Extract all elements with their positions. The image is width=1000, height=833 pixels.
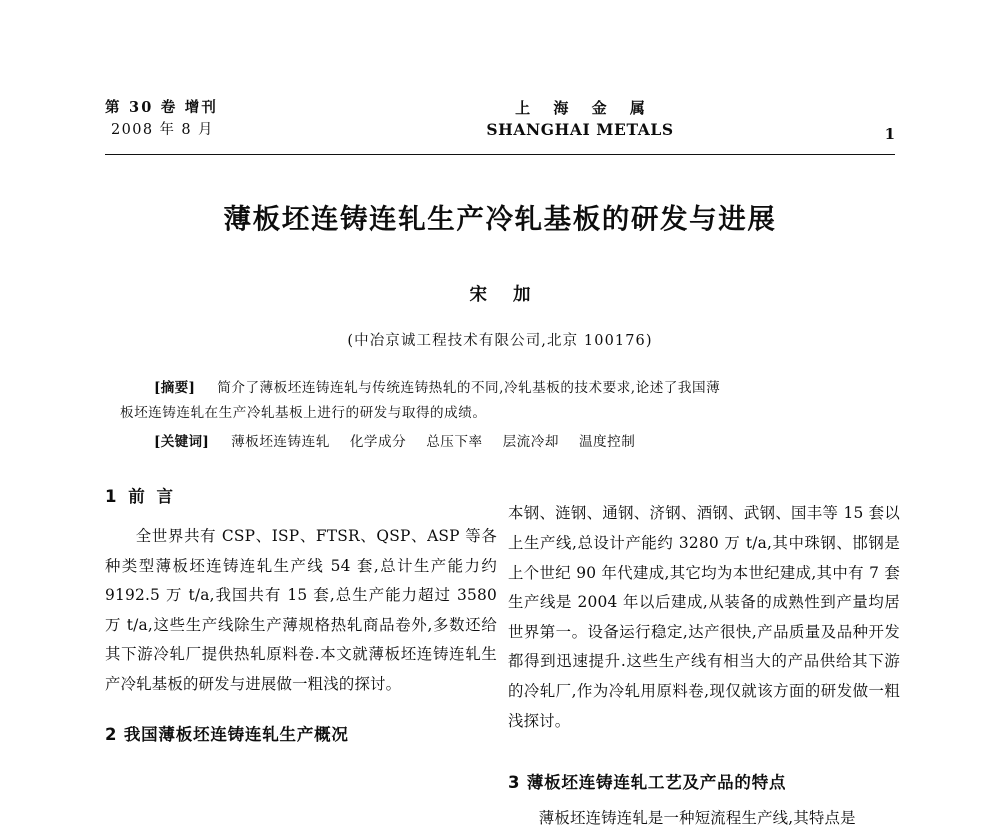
article-title: 薄板坯连铸连轧生产冷轧基板的研发与进展 <box>223 203 777 235</box>
section-3-paragraph: 薄板坯连铸连轧是一种短流程生产线,其特点是 <box>538 808 856 827</box>
spacer <box>105 510 497 522</box>
page-number: 1 <box>884 125 895 143</box>
body-column-right <box>508 484 900 833</box>
spacer <box>508 752 900 770</box>
spacer <box>105 700 497 722</box>
keyword-item: 温度控制 <box>578 434 636 450</box>
keyword-item: 总压下率 <box>426 434 483 450</box>
journal-title-cn: 上 海 金 属 <box>515 99 654 117</box>
keywords-label: [关键词] <box>154 434 210 450</box>
section-1-paragraph: 全世界共有 CSP、ISP、FTSR、QSP、ASP 等各种类型薄板坯连铸连轧生产线 54 套,总计生产能力约 9192.5 万 t/a,我国共有 15 套,总生产能力超过 3580 万 t/a,这些生产线除生产薄规格热轧商品卷外,多数还给其下游冷轧厂提供热轧原料卷.本文就薄板坯连铸连轧生产冷轧基板的研发与进展做一粗浅的探讨。 <box>105 527 497 693</box>
header-divider-rule <box>105 154 895 155</box>
abstract-block <box>120 376 880 455</box>
running-head <box>105 98 895 156</box>
abstract-second-line <box>120 401 880 426</box>
author-affiliation: (中冶京诚工程技术有限公司,北京 100176) <box>347 333 653 349</box>
abstract-first-line <box>120 376 880 401</box>
title-block <box>105 198 895 352</box>
article-author: 宋 加 <box>469 285 541 305</box>
abstract-text-line2: 板坯连铸连轧在生产冷轧基板上进行的研发与取得的成绩。 <box>120 405 487 421</box>
body-column-left <box>105 484 497 748</box>
section-heading-2: 2 我国薄板坯连铸连轧生产概况 <box>105 724 349 744</box>
abstract-label: [摘要] <box>154 380 196 396</box>
section-heading-3: 3 薄板坯连铸连轧工艺及产品的特点 <box>508 772 787 792</box>
journal-title-en: SHANGHAI METALS <box>486 120 674 139</box>
keyword-item: 化学成分 <box>349 434 407 450</box>
keyword-item: 薄板坯连铸连轧 <box>231 434 330 450</box>
issue-date-label: 2008 年 8 月 <box>111 122 214 138</box>
keyword-item: 层流冷却 <box>502 434 559 450</box>
abstract-text-line1: 简介了薄板坯连铸连轧与传统连铸热轧的不同,冷轧基板的技术要求,论述了我国薄 <box>217 380 721 396</box>
section-2-continued-paragraph: 本钢、涟钢、通钢、济钢、酒钢、武钢、国丰等 15 套以上生产线,总设计产能约 3280 万 t/a,其中珠钢、邯钢是上个世纪 90 年代建成,其它均为本世纪建成,其中有 7 套生产线是 2004 年以后建成,从装备的成熟性到产量均居世界第一。设备运行稳定,达产很快,产品质量及品种开发都得到迅速提升.这些生产线有相当大的产品供给其下游的冷轧厂,作为冷轧用原料卷,现仅就该方面的研发做一粗浅探讨。 <box>508 504 900 730</box>
volume-issue-label: 第 30 卷 增刊 <box>105 99 219 116</box>
running-head-center <box>415 98 745 141</box>
section-heading-1: 1 前 言 <box>105 487 176 506</box>
keywords-line <box>120 430 880 455</box>
running-head-left <box>105 98 365 142</box>
spacer <box>508 796 900 804</box>
